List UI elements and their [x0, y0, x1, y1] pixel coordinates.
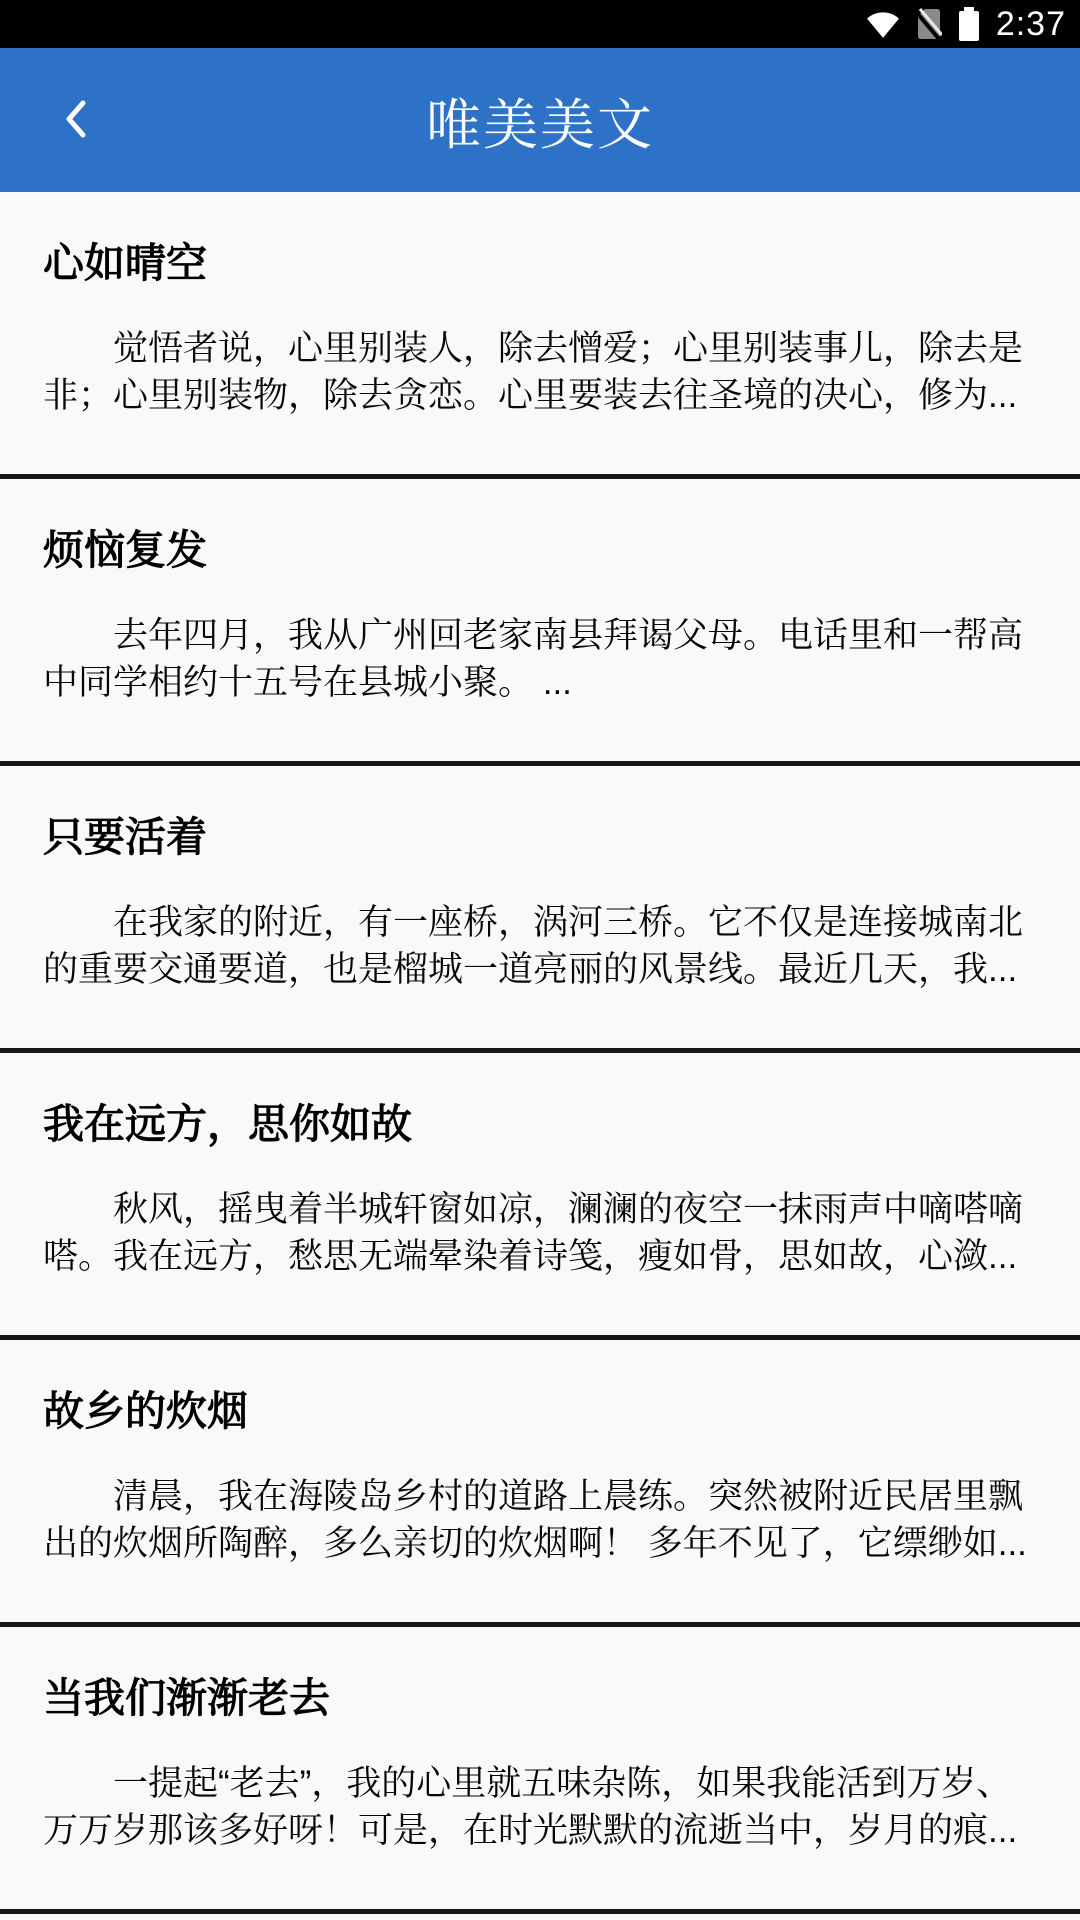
- article-item[interactable]: [0, 1627, 1080, 1914]
- article-title: 当我们渐渐老去: [43, 1675, 330, 1721]
- article-excerpt: 在我家的附近，有一座桥，涡河三桥。它不仅是连接城南北的重要交通要道，也是榴城一道亮丽的风景线。最近几天，我...: [43, 903, 1024, 989]
- article-excerpt: 秋风，摇曳着半城轩窗如凉，澜澜的夜空一抹雨声中嘀嗒嘀嗒。我在远方，愁思无端晕染着诗笺，瘦如骨，思如故，心潋...: [43, 1190, 1024, 1276]
- article-title: 心如晴空: [43, 240, 207, 286]
- article-title: 烦恼复发: [43, 527, 207, 573]
- article-item[interactable]: [0, 192, 1080, 479]
- status-bar: [0, 0, 1080, 48]
- article-item[interactable]: [0, 766, 1080, 1053]
- no-sim-icon: [916, 7, 942, 41]
- wifi-icon: [866, 7, 900, 41]
- article-title: 我在远方，思你如故: [43, 1101, 412, 1147]
- back-chevron-icon: [63, 98, 89, 143]
- page-title: 唯美美文: [425, 93, 654, 156]
- article-list[interactable]: [0, 192, 1080, 1914]
- status-time: 2:37: [995, 5, 1066, 43]
- battery-icon: [958, 7, 980, 41]
- article-title: 故乡的炊烟: [43, 1388, 248, 1434]
- back-button[interactable]: [46, 48, 106, 192]
- article-item[interactable]: [0, 479, 1080, 766]
- app-bar: [0, 48, 1080, 192]
- article-excerpt: 清晨，我在海陵岛乡村的道路上晨练。突然被附近民居里飘出的炊烟所陶醉，多么亲切的炊烟啊！ 多年不见了，它缥缈如...: [43, 1477, 1027, 1563]
- article-item[interactable]: [0, 1340, 1080, 1627]
- article-item[interactable]: [0, 1053, 1080, 1340]
- article-excerpt: 一提起“老去”，我的心里就五味杂陈，如果我能活到万岁、万万岁那该多好呀！可是，在时光默默的流逝当中，岁月的痕...: [43, 1764, 1018, 1850]
- article-excerpt: 去年四月，我从广州回老家南县拜谒父母。电话里和一帮高中同学相约十五号在县城小聚。 ...: [43, 616, 1024, 702]
- article-title: 只要活着: [43, 814, 207, 860]
- article-excerpt: 觉悟者说，心里别装人，除去憎爱；心里别装事儿，除去是非；心里别装物，除去贪恋。心里要装去往圣境的决心，修为...: [43, 329, 1024, 415]
